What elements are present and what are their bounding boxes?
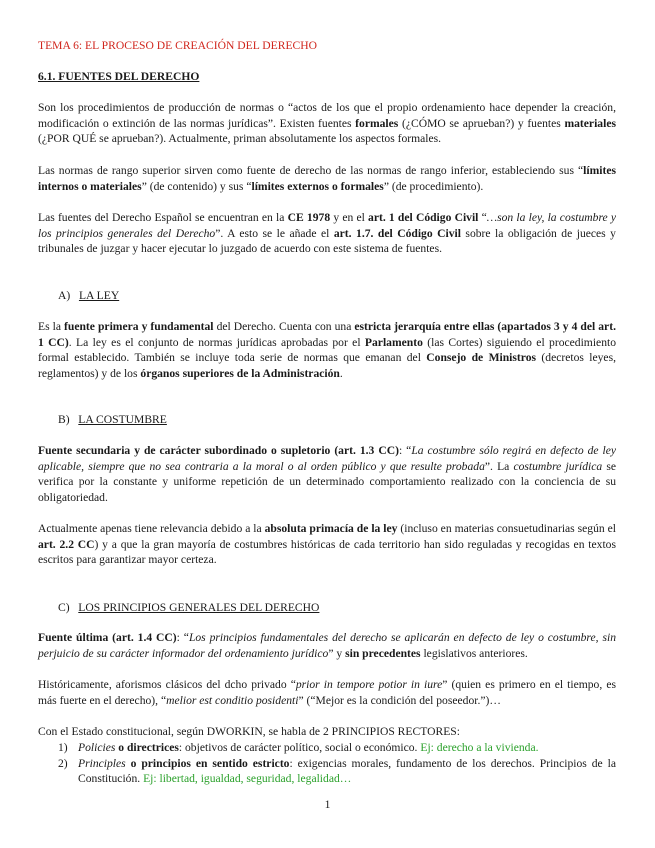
principios-rectores-list: [38, 740, 616, 787]
text-run: (incluso en materias consuetudinarias según el: [397, 522, 616, 535]
bold-run: fuente primera y fundamental: [64, 320, 214, 333]
text-run: Las fuentes del Derecho Español se encuentran en la: [38, 211, 288, 224]
subsection-marker: C): [58, 601, 70, 614]
paragraph-costumbre: [38, 443, 616, 505]
bold-run: Parlamento: [364, 335, 423, 349]
paragraph-aforismos: [38, 677, 616, 708]
text-run: Las normas de rango superior sirven como fuente de derecho de las normas de rango inferior, estableciendo sus “: [38, 164, 584, 177]
section-heading-fuentes: [38, 69, 616, 85]
text-run: (decretos leyes, reglamentos) y de los: [38, 351, 616, 380]
paragraph-rango-normas: [38, 163, 616, 194]
text-run: ” y: [328, 646, 346, 660]
text-run: (¿CÓMO se aprueban?) y fuentes: [398, 116, 565, 130]
subsection-marker: A): [58, 289, 71, 302]
list-item: [38, 756, 616, 787]
text-run: del Derecho. Cuenta con una: [213, 320, 355, 333]
text-run: se verifica por la constante y uniforme repetición de un determinado comportamiento realizado con la conciencia de su obligatoriedad.: [38, 459, 616, 504]
italic-run: melior est conditio posidenti: [166, 693, 299, 707]
italic-run: La costumbre sólo regirá en defecto de ley aplicable, siempre que no sea contraria a la moral o al orden público y que resulte probada: [38, 444, 617, 473]
text-run: ) y a que la gran mayoría de costumbres históricas de cada territorio han sido reguladas y recogidas en textos escritos para garantizar mayor certeza.: [38, 537, 616, 567]
bold-run: Fuente secundaria y de carácter subordinado o supletorio (art. 1.3 CC): [38, 444, 399, 457]
paragraph-fuentes-espanolas: [38, 210, 616, 257]
bold-run: órganos superiores de la Administración: [140, 366, 340, 380]
paragraph-relevancia-costumbre: [38, 521, 616, 568]
text-run: ” (“Mejor es la condición del poseedor.”)…: [298, 693, 501, 707]
list-number: 2): [58, 756, 68, 770]
subsection-heading-ley: [58, 288, 119, 304]
bold-run: sin precedentes: [345, 646, 421, 660]
text-run: Es la: [38, 320, 65, 333]
subsection-marker: B): [58, 413, 70, 426]
subsection-title: LA LEY: [78, 289, 120, 302]
example-note: Ej: derecho a la vivienda.: [420, 741, 539, 754]
list-item: [38, 740, 616, 756]
bold-run: Consejo de Ministros: [426, 351, 537, 365]
text-run: ”. La: [484, 459, 514, 473]
italic-run: …son la ley, la costumbre y los principios generales del Derecho: [38, 211, 617, 240]
text-run: ” (de contenido) y sus “: [141, 179, 252, 193]
paragraph-ley: [38, 319, 616, 381]
italic-run: Principles: [78, 756, 126, 770]
subsection-title: LOS PRINCIPIOS GENERALES DEL DERECHO: [78, 601, 320, 614]
document-title: TEMA 6: EL PROCESO DE CREACIÓN DEL DERECHO: [38, 39, 318, 52]
text-run: y en el: [330, 211, 369, 224]
text-run: (las Cortes) siguiendo el procedimiento formal establecido. También se incluye toda serie de normas que emanan del: [38, 335, 617, 365]
bold-run: CE 1978: [287, 211, 331, 224]
italic-run: Policies: [78, 741, 116, 754]
bold-run: o directrices: [115, 741, 179, 754]
italic-run: costumbre jurídica: [513, 459, 603, 473]
text-run: “: [478, 211, 487, 224]
text-run: sobre la obligación de jueces y tribunales de juzgar y hacer ejecutar lo juzgado de acuerdo con este sistema de fuentes.: [38, 226, 616, 256]
list-number: 1): [58, 741, 68, 754]
paragraph-dworkin: Con el Estado constitucional, según DWORKIN, se habla de 2 PRINCIPIOS RECTORES:: [38, 725, 460, 738]
bold-run: límites externos o formales: [251, 179, 384, 193]
text-run: ”. A esto se le añade el: [215, 226, 334, 240]
text-run: ” (de procedimiento).: [383, 179, 484, 193]
paragraph-principios: [38, 630, 616, 661]
text-run: (¿POR QUÉ se aprueban?). Actualmente, priman absolutamente los aspectos formales.: [38, 132, 442, 146]
bold-run: o principios en sentido estricto: [125, 756, 290, 770]
bold-run: art. 1 del Código Civil: [368, 211, 479, 224]
subsection-title: LA COSTUMBRE: [78, 413, 167, 426]
bold-run: Fuente última (art. 1.4 CC): [38, 631, 177, 644]
text-run: ” (quien es primero en el tiempo, es más fuerte en el derecho), “: [38, 678, 616, 707]
bold-run: formales: [355, 116, 399, 130]
text-run: .: [339, 366, 343, 380]
bold-run: art. 2.2 CC: [38, 537, 95, 551]
section-heading-text: 6.1. FUENTES DEL DERECHO: [38, 70, 200, 83]
text-run: : exigencias morales, fundamento de los derechos. Principios de la Constitución.: [78, 756, 616, 786]
italic-run: Los principios fundamentales del derecho se aplicarán en defecto de ley o costumbre, sin perjuicio de su carácter informador del ordenamiento jurídico: [38, 631, 616, 660]
text-run: : “: [398, 444, 412, 457]
bold-run: estricta jerarquía entre ellas (apartados 3 y 4 del art. 1 CC): [38, 320, 616, 349]
bold-run: límites internos o materiales: [38, 164, 616, 193]
bold-run: materiales: [564, 116, 616, 130]
paragraph-definicion-fuentes: [38, 100, 616, 147]
bold-run: art. 1.7. del Código Civil: [333, 226, 461, 240]
italic-run: prior in tempore potior in iure: [295, 678, 443, 691]
text-run: : “: [176, 631, 189, 644]
text-run: : objetivos de carácter político, social o económico.: [178, 741, 421, 754]
text-run: . La ley es el conjunto de normas jurídicas aprobadas por el: [68, 335, 365, 349]
example-note: Ej: libertad, igualdad, seguridad, legalidad…: [143, 772, 352, 786]
text-run: Son los procedimientos de producción de normas o “actos de los que el propio ordenamiento hace depender la creación, modificación o extinción de las normas jurídicas”. Existen fuentes: [38, 101, 616, 130]
text-run: legislativos anteriores.: [420, 646, 528, 660]
text-run: Históricamente, aforismos clásicos del dcho privado “: [38, 678, 296, 691]
subsection-heading-costumbre: [58, 412, 167, 428]
bold-run: absoluta primacía de la ley: [264, 522, 398, 535]
text-run: Actualmente apenas tiene relevancia debido a la: [38, 522, 265, 535]
page-number: 1: [324, 798, 331, 811]
subsection-heading-principios: [58, 600, 319, 616]
